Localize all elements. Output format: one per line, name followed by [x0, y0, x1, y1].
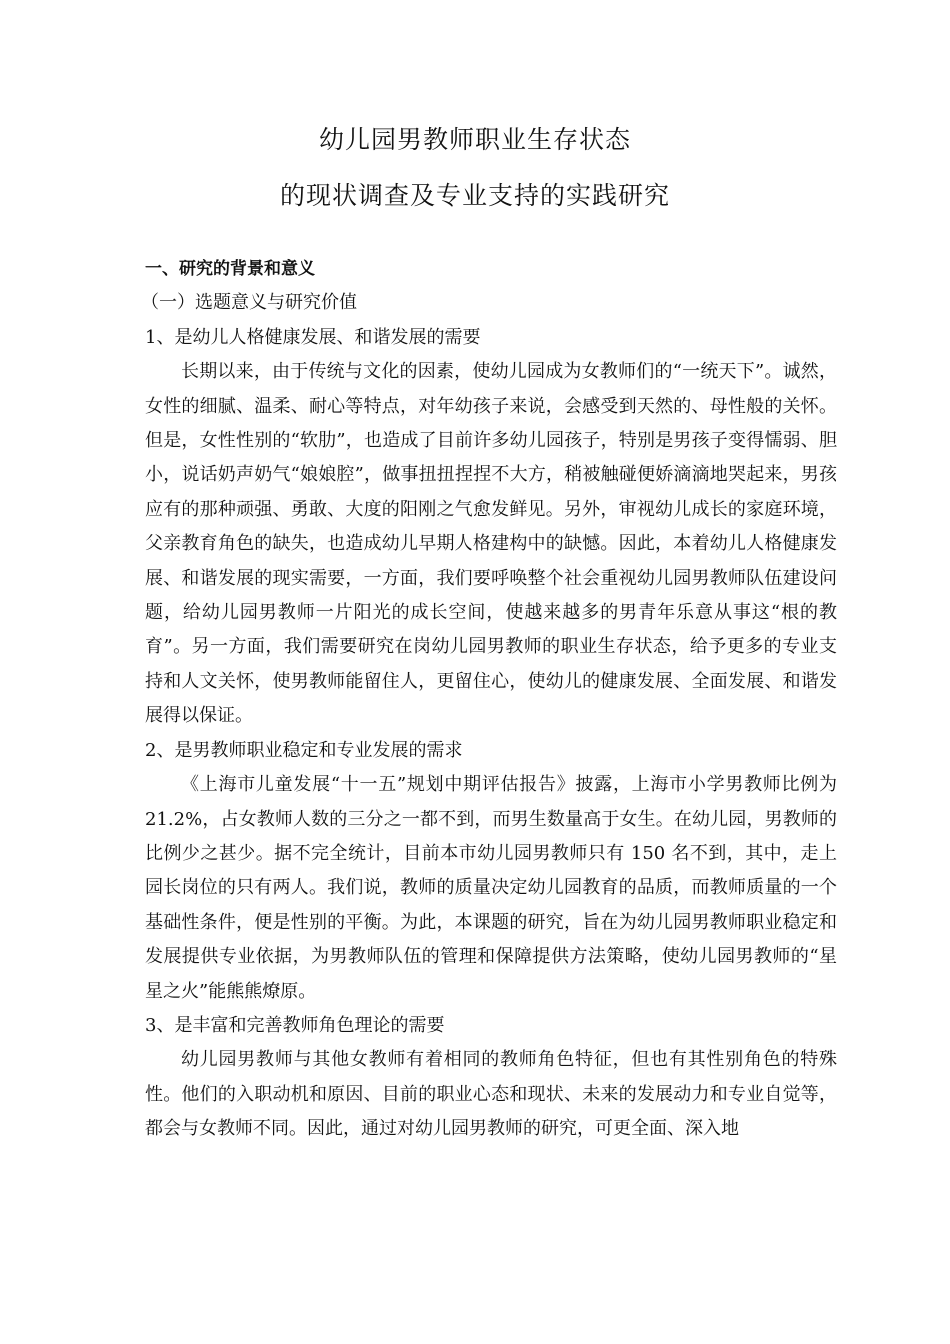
- paragraph-3: 幼儿园男教师与其他女教师有着相同的教师角色特征，但也有其性别角色的特殊性。他们的入职动机和原因、目前的职业心态和现状、未来的发展动力和专业自觉等，都会与女教师不同。因此，通过对幼儿园男教师的研究，可更全面、深入地: [145, 1049, 837, 1140]
- point-heading-1: 1、是幼儿人格健康发展、和谐发展的需要: [145, 326, 481, 348]
- document-body: [141, 252, 837, 1147]
- point-heading-2: 2、是男教师职业稳定和专业发展的需求: [145, 739, 463, 761]
- paragraph-1: 长期以来，由于传统与文化的因素，使幼儿园成为女教师们的“一统天下”。诚然，女性的细腻、温柔、耐心等特点，对年幼孩子来说，会感受到天然的、母性般的关怀。但是，女性性别的“软肋”，也造成了目前许多幼儿园孩子，特别是男孩子变得懦弱、胆小，说话奶声奶气“娘娘腔”，做事扭扭捏捏不大方，稍被触碰便娇滴滴地哭起来，男孩应有的那种顽强、勇敢、大度的阳刚之气愈发鲜见。另外，审视幼儿成长的家庭环境，父亲教育角色的缺失，也造成幼儿早期人格建构中的缺憾。因此，本着幼儿人格健康发展、和谐发展的现实需要，一方面，我们要呼唤整个社会重视幼儿园男教师队伍建设问题，给幼儿园男教师一片阳光的成长空间，使越来越多的男青年乐意从事这“根的教育”。另一方面，我们需要研究在岗幼儿园男教师的职业生存状态，给予更多的专业支持和人文关怀，使男教师能留住人，更留住心，使幼儿的健康发展、全面发展、和谐发展得以保证。: [145, 361, 837, 727]
- point-heading-3: 3、是丰富和完善教师角色理论的需要: [145, 1014, 445, 1036]
- title-line-2: 的现状调查及专业支持的实践研究: [279, 181, 670, 210]
- subsection-heading: （一）选题意义与研究价值: [141, 292, 357, 314]
- document-title: [0, 112, 950, 224]
- section-heading: 一、研究的背景和意义: [145, 259, 315, 279]
- paragraph-2: 《上海市儿童发展“十一五”规划中期评估报告》披露，上海市小学男教师比例为 21.2%，占女教师人数的三分之一都不到，而男生数量高于女生。在幼儿园，男教师的比例少之甚少。据不完全统计，目前本市幼儿园男教师只有 150 名不到，其中，走上园长岗位的只有两人。我们说，教师的质量决定幼儿园教育的品质，而教师质量的一个基础性条件，便是性别的平衡。为此，本课题的研究，旨在为幼儿园男教师职业稳定和发展提供专业依据，为男教师队伍的管理和保障提供方法策略，使幼儿园男教师的“星星之火”能熊熊燎原。: [145, 774, 837, 1002]
- title-line-1: 幼儿园男教师职业生存状态: [318, 125, 631, 154]
